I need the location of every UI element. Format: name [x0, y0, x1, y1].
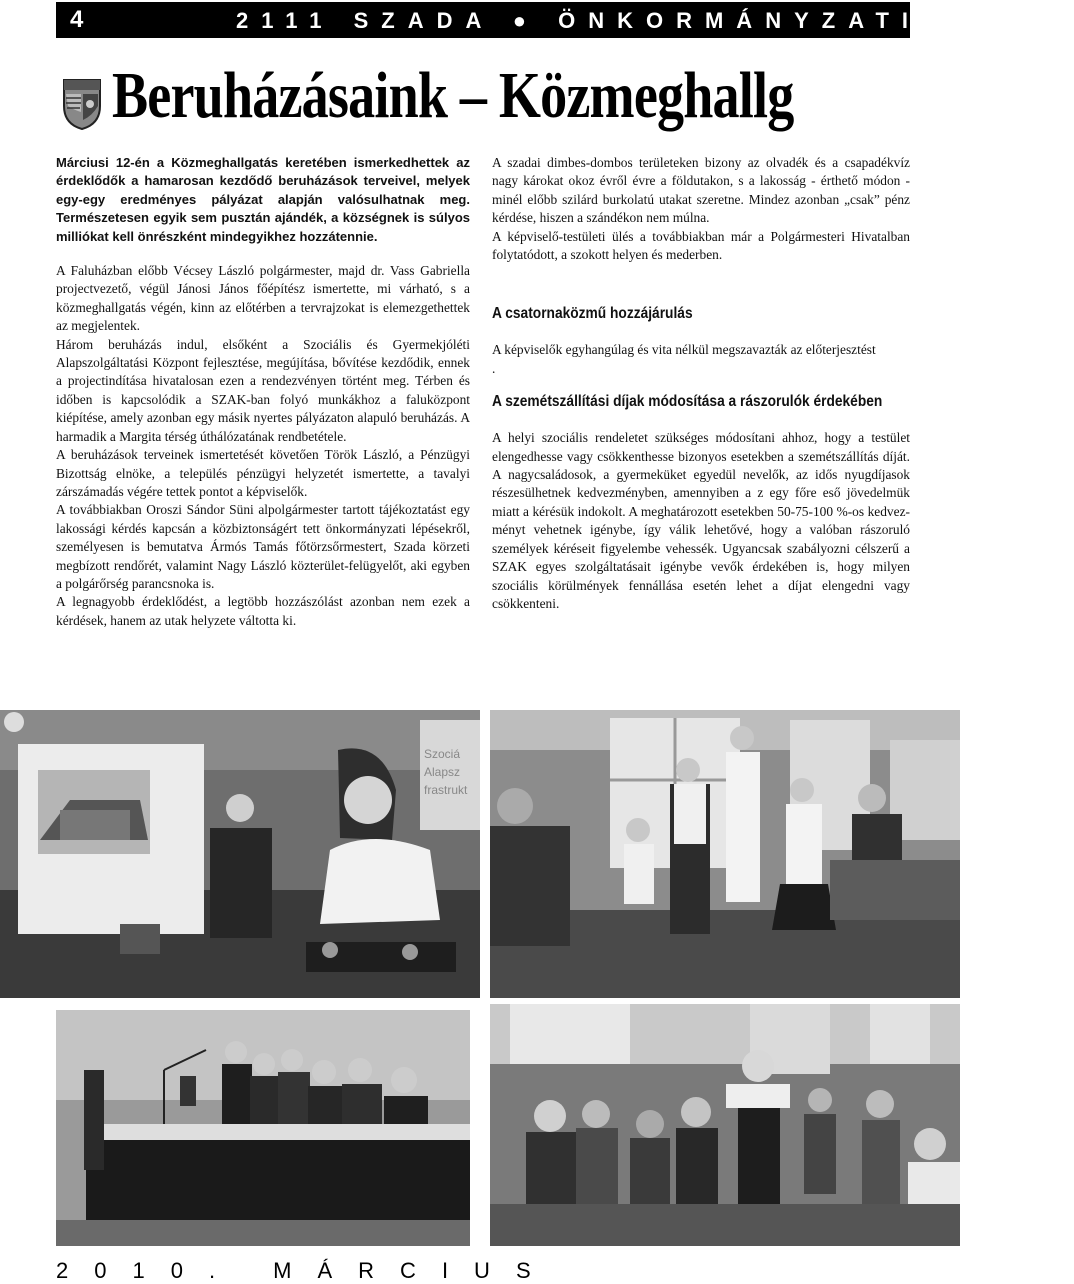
- issue-date-footer: 2010. MÁRCIUS: [56, 1258, 557, 1283]
- body-paragraph: A legnagyobb érdeklődést, a legtöbb hozzászólást azonban nem ezek a kérdések, hanem az utak helyzete váltotta ki.: [56, 594, 470, 628]
- photo-presentation: [0, 710, 480, 998]
- page-number: 4: [70, 6, 84, 33]
- body-paragraph: Három beruházás indul, elsőként a Szociális és Gyermekjóléti Alapszolgáltatási Központ fejlesztése, megújítása, bővítése kezdődik, ennek a projectindítása hivatalosan ezen a rendezvényen történt meg. Térben és időben is kapcsolódik a SZAK-ban folyó munkákhoz a faluközpont kiépítése, amely azonban egy másik nyertes pályázaton alapuló beruházás. A harmadik a Margita térség úthálózatának rendbetétele.: [56, 336, 470, 444]
- section-heading-waste: A szemétszállítási díjak módosítása a rászorulók érdekében: [492, 393, 883, 411]
- page-header-bar: [56, 2, 1074, 38]
- article-headline: Beruházásaink – Közmeghallg: [112, 59, 794, 132]
- left-column: [56, 154, 470, 630]
- svg-text:Alapsz: Alapsz: [424, 765, 461, 779]
- photo-audience: [490, 1004, 960, 1246]
- publication-title: 2111 SZADA ● ÖNKORMÁNYZATI HÍREK: [236, 8, 1074, 33]
- lead-paragraph: Márciusi 12-én a Közmeghallgatás keretében ismerkedhettek az érdeklődők a hamarosan kezdődő beruházások terveivel, melyek egy-egy eredményes pályázat alapján valósulhatnak meg. Természetesen egyik sem pusztán ajándék, a községnek is súlyos milliókat kell önrészként mindegyikhez hozzátennie.: [56, 155, 470, 244]
- body-paragraph: A szadai dimbes-dombos területeken bizony az olvadék és a csapadékvíz nagy károkat okoz évről évre a földutakon, s a lakosság - érthető módon - minél előbb szilárd burkolatú utakat szeretne. Mindez azonban „csak” pénz kérdése, hiszen a szándékon nem múlna.: [492, 155, 910, 226]
- coat-of-arms-icon: [62, 76, 102, 130]
- stray-dot: .: [492, 360, 496, 376]
- body-paragraph: A képviselő-testületi ülés a továbbiakban már a Polgármesteri Hivatalban folytatódott, a szokott helyen és mederben.: [492, 228, 910, 263]
- body-paragraph: A Faluházban előbb Vécsey László polgármester, majd dr. Vass Gabriella projectvezető, végül Jánosi János főépítész ismertette, mi várható, s a közmeghallgatás végén, kinn az előtérben a tervrajzokat is elemezgethettek az megjelentek.: [56, 263, 470, 334]
- svg-text:Szociá: Szociá: [424, 747, 461, 761]
- body-paragraph: A beruházások terveinek ismertetését követően Török László, a Pénzügyi Bizottság elnöke, a település pénzügyi helyzetét ismertette, a tavalyi zárszámadás végére tettek pontot a képviselők.: [56, 447, 470, 499]
- body-paragraph: A képviselők egyhangúlag és vita nélkül megszavazták az előterjesztést: [492, 342, 876, 358]
- right-column: [492, 154, 910, 613]
- body-paragraph: A helyi szociális rendeletet szükséges módosítani ahhoz, hogy a testület elengedhesse vagy csökkenthesse bizonyos esetekben a szemétszállítás díját. A nagycsaládosok, a gyermeküket egyedül nevelők, az idős nyugdíjasok részesülhetnek kedvezményben, amennyiben a z egy főre eső jövedelmük miatt a kérésük indokolt. A meghatározott esetekben 50-75-100 %-os kedvezményt vehetnek igénybe, így válik lehetővé, hogy a valóban rászoruló személyek kéréseit figyelembe vehessék. Ugyancsak szabályozni célszerű a SZAK egyes szolgáltatásait igénybe vevők érdekében is, hogy milyen szociális körülmények fennállása esetén lehet a díjat elengedni vagy csökkenteni.: [492, 430, 910, 611]
- body-paragraph: A továbbiakban Oroszi Sándor Süni alpolgármester tartott tájékoztatást egy lakossági kérdés kapcsán a közbiztonságért tett önkormányzati lépésekről, személyesen is bemutatva Ármós Tamás főtörzsőrmestert, Szada körzeti megbízott rendőrét, valamint Nagy László közterület-felügyelőt, aki egyben a polgárőrség parancsnoka is.: [56, 502, 470, 591]
- photo-panel-table: [56, 1010, 470, 1246]
- photo-children-performance: [490, 710, 960, 998]
- svg-text:frastrukt: frastrukt: [424, 783, 468, 797]
- section-heading-sewer: A csatornaközmű hozzájárulás: [492, 305, 693, 323]
